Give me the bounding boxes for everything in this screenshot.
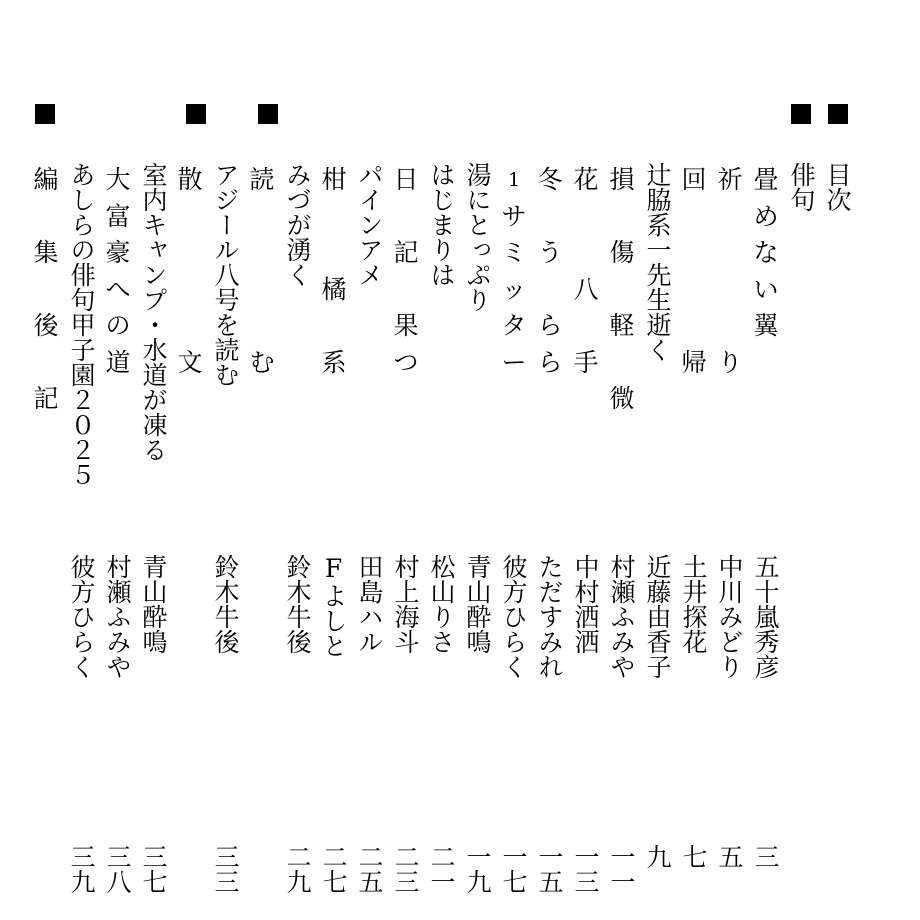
header-mark xyxy=(791,104,811,124)
toc-title-char: め xyxy=(753,201,779,231)
toc-title xyxy=(713,162,747,381)
toc-page: 二七 xyxy=(319,844,348,894)
toc-title xyxy=(29,162,63,418)
toc-title-char: 冬 xyxy=(537,165,563,194)
toc-title xyxy=(677,162,711,381)
toc-author: 彼方ひらく xyxy=(499,554,528,679)
toc-page: 五 xyxy=(715,844,744,869)
toc-title xyxy=(389,162,423,381)
toc-title: 湯にとっぷり xyxy=(463,162,492,312)
toc-page: 一七 xyxy=(499,844,528,894)
toc-author: 中村洒洒 xyxy=(571,554,600,654)
toc-author: 村瀬ふみや xyxy=(103,554,132,679)
toc-author: ただすみれ xyxy=(535,554,564,679)
toc-page: 二九 xyxy=(283,844,312,894)
toc-page: 三三 xyxy=(211,844,240,894)
toc-title-char: う xyxy=(537,238,563,267)
toc-title-char: 富 xyxy=(105,201,131,231)
toc-title-char: 記 xyxy=(393,238,419,267)
toc-title-char: 損 xyxy=(609,165,635,194)
toc-title-char: 柑 xyxy=(321,165,347,194)
toc-author: 田島ハル xyxy=(355,554,384,654)
toc-author: Fよしと xyxy=(319,554,348,658)
toc-page: 一九 xyxy=(463,844,492,894)
toc-author: 村上海斗 xyxy=(391,554,420,654)
toc-title-char: ら xyxy=(537,347,563,377)
toc-title: みづが湧く xyxy=(283,162,312,287)
toc-author: 彼方ひらく xyxy=(67,554,96,679)
toc-title: アジール八号を読む xyxy=(211,162,240,387)
toc-title xyxy=(497,162,531,381)
toc-title-char: 橘 xyxy=(321,274,347,304)
toc-title-char: 翼 xyxy=(753,311,779,340)
toc-page: 三七 xyxy=(139,844,168,894)
toc-title: パインアメ xyxy=(355,162,384,287)
toc-author: 土井探花 xyxy=(679,554,708,654)
toc-author: 青山酔鳴 xyxy=(463,554,492,654)
toc-title xyxy=(533,162,567,381)
toc-title-char: 傷 xyxy=(609,238,635,267)
toc-author: 鈴木牛後 xyxy=(283,554,312,654)
toc-section-heading xyxy=(173,162,207,381)
toc-page: 二三 xyxy=(391,844,420,894)
toc-page: 七 xyxy=(679,844,708,869)
toc-title-char: 読 xyxy=(249,165,275,194)
toc-title-char: 果 xyxy=(393,311,419,340)
toc-title-char: 豪 xyxy=(105,238,131,267)
toc-page: 三九 xyxy=(67,844,96,894)
toc-title-char: 日 xyxy=(393,165,419,194)
toc-title-char: 微 xyxy=(609,384,635,413)
toc-title-char: ミ xyxy=(501,238,527,267)
toc-title-char: 八 xyxy=(573,274,599,304)
toc-title-char: へ xyxy=(105,274,131,304)
toc-author: 近藤由香子 xyxy=(643,554,672,679)
toc-title-char: 文 xyxy=(177,347,203,377)
toc-title-char: 軽 xyxy=(609,311,635,340)
page-title: 目次 xyxy=(823,162,852,212)
toc-title xyxy=(101,162,135,381)
toc-page: 一五 xyxy=(535,844,564,894)
toc-page: 二一 xyxy=(427,844,456,894)
toc-title-char: ー xyxy=(501,347,527,377)
toc-title-char: 祈 xyxy=(717,165,743,194)
toc-title: 室内キャンプ・水道が凍る xyxy=(139,162,168,462)
toc-title xyxy=(605,162,639,418)
toc-title: はじまりは xyxy=(427,162,456,287)
toc-title-char: の xyxy=(105,311,131,340)
toc-title-char: 編 xyxy=(33,165,59,194)
toc-title-char: い xyxy=(753,274,779,304)
header-mark xyxy=(828,104,848,124)
toc-author: 五十嵐秀彦 xyxy=(751,554,780,679)
toc-title xyxy=(569,162,603,381)
toc-title-char: ッ xyxy=(501,274,527,304)
header-mark xyxy=(35,104,55,124)
toc-page: 一一 xyxy=(607,844,636,894)
toc-author: 青山酔鳴 xyxy=(139,554,168,654)
toc-page: 三 xyxy=(751,844,780,869)
toc-page: 九 xyxy=(643,844,672,869)
toc-title-char: 回 xyxy=(681,165,707,194)
toc-title-char: 畳 xyxy=(753,165,779,194)
toc-title xyxy=(317,162,351,381)
toc-author: 村瀬ふみや xyxy=(607,554,636,679)
toc-author: 中川みどり xyxy=(715,554,744,679)
toc-title-char: 1 xyxy=(507,169,521,191)
toc-title-char: ら xyxy=(537,311,563,340)
toc-title-char: り xyxy=(717,347,743,377)
toc-title-char: 帰 xyxy=(681,347,707,377)
toc-title-char: な xyxy=(753,238,779,267)
toc-page: 三八 xyxy=(103,844,132,894)
toc-title: あしらの俳句甲子園２０２５ xyxy=(67,162,96,487)
toc-title-char: 道 xyxy=(105,347,131,377)
toc-title-char: サ xyxy=(501,201,527,231)
toc-title xyxy=(749,162,783,345)
toc-title-char: 手 xyxy=(573,347,599,377)
toc-title-char: 後 xyxy=(33,311,59,340)
toc-title-char: 花 xyxy=(573,165,599,194)
toc-author: 鈴木牛後 xyxy=(211,554,240,654)
toc-title-char: タ xyxy=(501,311,527,340)
toc-title-char: 記 xyxy=(33,384,59,413)
toc-page: 一三 xyxy=(571,844,600,894)
toc-author: 松山りさ xyxy=(427,554,456,654)
toc-title-char: 大 xyxy=(105,165,131,194)
toc-title-char: つ xyxy=(393,347,419,377)
header-mark xyxy=(186,104,206,124)
toc-section-heading xyxy=(245,162,279,381)
toc-title: 俳句 xyxy=(787,162,816,212)
toc-title-char: 系 xyxy=(321,347,347,377)
toc-title: 辻脇系一先生逝く xyxy=(643,162,672,362)
toc-title-char: 散 xyxy=(177,165,203,194)
toc-title-char: 集 xyxy=(33,238,59,267)
toc-page: 二五 xyxy=(355,844,384,894)
header-mark xyxy=(258,104,278,124)
toc-title-char: む xyxy=(249,347,275,377)
